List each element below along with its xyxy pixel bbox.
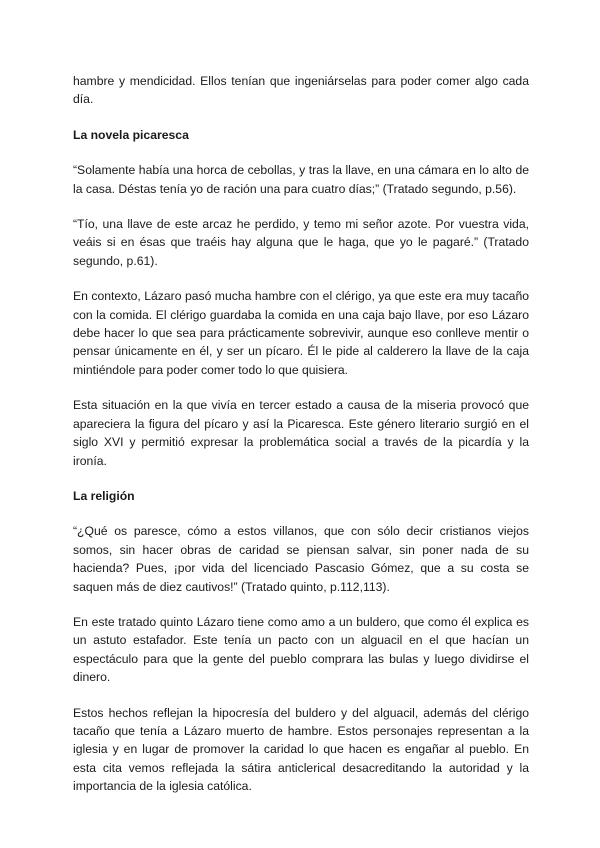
paragraph-situacion-picaresca: Esta situación en la que vivía en tercer estado a causa de la miseria provocó que apareciera la figura del pícaro y así la Picaresca. Este género literario surgió en el siglo XVI y permitió expresar la problemática social a través de la picardía y la ironía. — [73, 398, 529, 468]
quote-cebollas: “Solamente había una horca de cebollas, y tras la llave, en una cámara en lo alto de la casa. Déstas tenía yo de ración una para cuatro días;” (Tratado segundo, p.56). — [73, 163, 529, 196]
paragraph-intro-continuation: hambre y mendicidad. Ellos tenían que ingeniárselas para poder comer algo cada día. — [73, 74, 529, 107]
quote-villanos: “¿Qué os paresce, cómo a estos villanos, que con sólo decir cristianos viejos somos, sin hacer obras de caridad se piensan salvar, sin poner nada de su hacienda? Pues, ¡por vida del licenciado Pascasio Gómez, que a su costa se saquen más de diez cautivos!” (Tratado quinto, p.112,113). — [73, 524, 529, 594]
paragraph-contexto-clerigo: En contexto, Lázaro pasó mucha hambre con el clérigo, ya que este era muy tacaño con la comida. El clérigo guardaba la comida en una caja bajo llave, por eso Lázaro debe hacer lo que sea para prácticamente sobrevivir, aunque eso conlleve mentir o pensar únicamente en él, y ser un pícaro. Él le pide al calderero la llave de la caja mintiéndole para poder comer todo lo que quisiera. — [73, 289, 529, 377]
quote-llave-arcaz: “Tío, una llave de este arcaz he perdido, y temo mi señor azote. Por vuestra vida, veáis si en ésas que traéis hay alguna que le haga, que yo le pagaré.” (Tratado segundo, p.61). — [73, 217, 529, 268]
document-page — [73, 72, 529, 813]
paragraph-tratado-quinto: En este tratado quinto Lázaro tiene como amo a un buldero, que como él explica es un astuto estafador. Este tenía un pacto con un alguacil en el que hacían un espectáculo para que la gente del pueblo comprara las bulas y luego dividirse el dinero. — [73, 614, 529, 685]
section-heading-novela-picaresca: La novela picaresca — [73, 127, 189, 142]
paragraph-hipocresia: Estos hechos reflejan la hipocresía del buldero y del alguacil, además del clérigo tacaño que tenía a Lázaro muerto de hambre. Estos personajes representan a la iglesia y en lugar de promover la caridad lo que hacen es engañar al pueblo. En esta cita vemos reflejada la sátira anticlerical desacreditando la autoridad y la importancia de la iglesia católica. — [73, 705, 529, 794]
section-heading-religion: La religión — [73, 488, 135, 503]
